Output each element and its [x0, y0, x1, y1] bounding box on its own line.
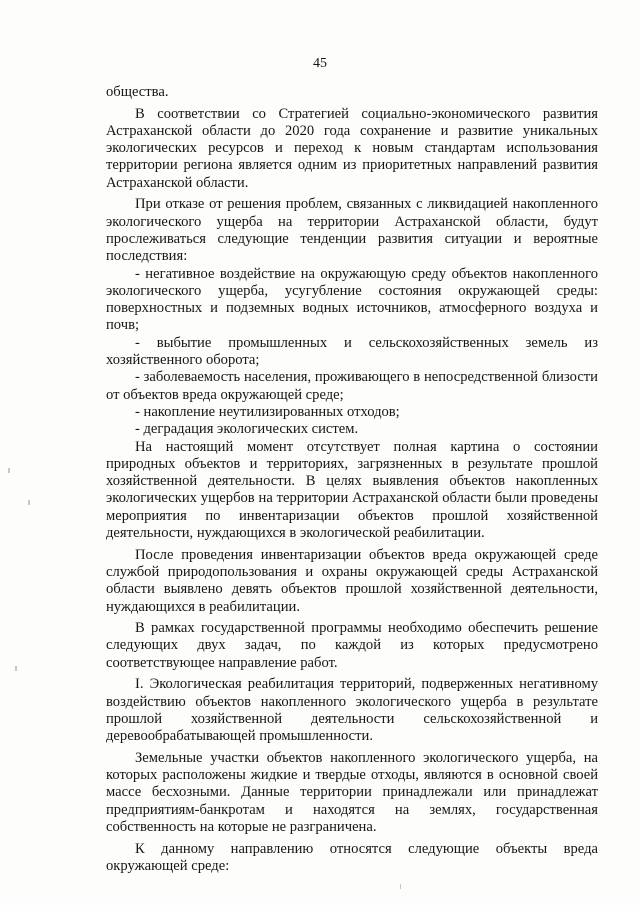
- list-item-1: - негативное воздействие на окружающую среду объектов накопленного экологического ущерба, усугубление состояния окружающей среды: поверхностных и подземных водных источников, атмосферного воздуха и почв;: [106, 265, 598, 334]
- paragraph-2: В соответствии со Стратегией социально-экономического развития Астраханской области до 2020 года сохранение и развитие уникальных экологических ресурсов и переход к новым стандартам использования территории региона является одним из приоритетных направлений развития Астраханской области.: [106, 105, 598, 191]
- paragraph-7: I. Экологическая реабилитация территорий, подверженных негативному воздействию объектов накопленного экологического ущерба в результате прошлой хозяйственной деятельности сельскохозяйственной и деревообрабатывающей промышленности.: [106, 676, 598, 745]
- page-number: 45: [313, 56, 327, 71]
- list-item-4: - накопление неутилизированных отходов;: [135, 403, 400, 420]
- paragraph-1: общества.: [106, 84, 169, 100]
- document-body: [106, 84, 598, 879]
- list-item-2: - выбытие промышленных и сельскохозяйственных земель из хозяйственного оборота;: [106, 334, 598, 369]
- list-item-3: - заболеваемость населения, проживающего в непосредственной близости от объектов вреда окружающей среде;: [106, 369, 598, 403]
- paragraph-3: При отказе от решения проблем, связанных с ликвидацией накопленного экологического ущерба на территории Астраханской области, будут прослеживаться следующие тенденции развития ситуации и вероятные последствия:: [106, 196, 598, 265]
- scan-speck: [15, 666, 17, 671]
- paragraph-6: В рамках государственной программы необходимо обеспечить решение следующих двух задач, по каждой из которых предусмотрено соответствующее направление работ.: [106, 620, 598, 671]
- paragraph-4: На настоящий момент отсутствует полная картина о состоянии природных объектов и территориях, загрязненных в результате прошлой хозяйственной деятельности. В целях выявления объектов накопленных экологических ущербов на территории Астраханской области были проведены мероприятия по инвентаризации объектов прошлой хозяйственной деятельности, нуждающихся в экологической реабилитации.: [106, 438, 598, 542]
- paragraph-8: Земельные участки объектов накопленного экологического ущерба, на которых расположены жидкие и твердые отходы, являются в основной своей массе бесхозными. Данные территории принадлежали или принадлежат предприятиям-банкротам и находятся на землях, государственная собственность на которые не разграничена.: [106, 749, 598, 835]
- scan-speck: [28, 500, 30, 505]
- paragraph-9: К данному направлению относятся следующие объекты вреда окружающей среде:: [106, 840, 598, 874]
- scan-speck: [400, 884, 401, 889]
- paragraph-5: После проведения инвентаризации объектов вреда окружающей среде службой природопользования и охраны окружающей среды Астраханской области выявлено девять объектов прошлой хозяйственной деятельности, нуждающихся в реабилитации.: [106, 546, 598, 615]
- scan-speck: [8, 468, 10, 473]
- list-item-5: - деградация экологических систем.: [135, 421, 359, 438]
